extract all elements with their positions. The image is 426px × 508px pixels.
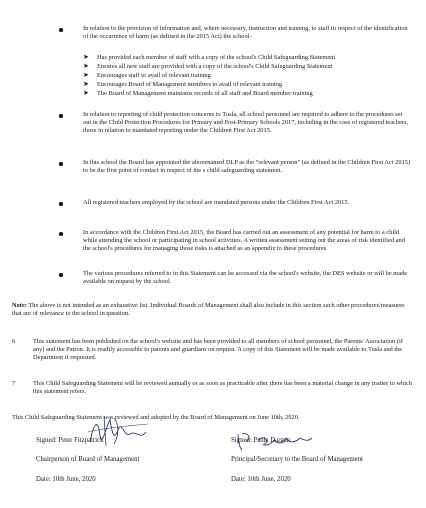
bullet-marker	[59, 114, 63, 118]
arrow-icon: ➤	[83, 71, 89, 79]
bullet-marker	[59, 232, 63, 236]
review-paragraph: This Child Safeguarding Statement will be reviewed annually or as soon as practicable after there has been a material change in any matter to which this statement refers.	[33, 380, 413, 396]
sub-item: Encourages Board of Management members to avail of relevant training	[97, 81, 283, 88]
note-label: Note:	[12, 302, 27, 309]
signature-scribble-left	[84, 412, 154, 452]
sub-item: The Board of Management maintains records of all staff and Board member training	[97, 90, 313, 97]
bullet-risk-assessment: In accordance with the Children First Act 2015, the Board has carried out an assessment of any potential for harm to a child while attending the school or participating in school activities. A written assessment setting out the areas of risk identified and the school's procedures for managing those risks is attached as an appendix to these procedures.	[83, 229, 405, 253]
sub-item: Has provided each member of staff with a copy of the school's Child Safeguarding Statement	[97, 54, 336, 61]
left-signed: Signed: Peter Fitzpatrick	[36, 437, 104, 444]
bullet-marker	[59, 202, 63, 206]
sub-item: Encourages staff to avail of relevant training	[97, 72, 211, 79]
arrow-icon: ➤	[83, 62, 89, 70]
left-date: Date: 10th June, 2020	[36, 476, 96, 483]
left-role: Chairperson of Board of Management	[36, 456, 140, 463]
bullet-reporting: In relation to reporting of child protection concerns to Tusla, all school personnel are required to adhere to the procedures set out in the Child Protection Procedures for Primary and Post-Primary Schools 2017, including in the case of registered teachers, those in relation to mandated reporting under the Children First Act 2015.	[83, 111, 409, 135]
note-text: The above is not intended as an exhaustive list. Individual Boards of Management shall also include in this section such other procedures/measures that are of relevance to the school in question.	[12, 302, 405, 318]
right-date: Date: 10th June, 2020	[231, 476, 291, 483]
bullet-information-training: In relation to the provision of information and, where necessary, instruction and training, to staff in respect of the identification of the occurrence of harm (as defined in the 2015 Act) the school-	[83, 25, 408, 41]
bullet-mandated-persons: All registered teachers employed by the school are mandated persons under the Children First Act 2015.	[83, 199, 350, 206]
arrow-icon: ➤	[83, 80, 89, 88]
bullet-marker	[59, 162, 63, 166]
right-role: Principal/Secretary to the Board of Management	[231, 456, 363, 463]
right-signed: Signed: Paula Dargan	[231, 437, 291, 444]
publication-paragraph: This statement has been published on the school's website and has been provided to all members of school personnel, the Parents' Association (if any) and the Patron. It is readily accessible to parents and guardians on request. A copy of this Statement will be made available to Tusla and the Department if requested.	[33, 338, 403, 362]
bullet-marker	[59, 273, 63, 277]
adoption-statement: This Child Safeguarding Statement was reviewed and adopted by the Board of Management on June 10th, 2020.	[12, 414, 300, 421]
item-number: 7	[12, 380, 16, 387]
bullet-relevant-person: In this school the Board has appointed the abovenamed DLP as the "relevant person" (as defined in the Children First Act 2015) to be the first point of contact in respect of the s child safeguarding statement.	[83, 159, 411, 175]
note-paragraph	[12, 302, 414, 318]
arrow-icon: ➤	[83, 89, 89, 97]
item-number: 6	[12, 338, 16, 345]
arrow-icon: ➤	[83, 53, 89, 61]
bullet-marker	[59, 28, 63, 32]
bullet-procedures-access: The various procedures referred to in this Statement can be accessed via the school's website, the DES website or will be made available on request by the school.	[83, 270, 408, 286]
sub-item: Ensures all new staff are provided with a copy of the school's Child Safeguarding Statement	[97, 63, 333, 70]
